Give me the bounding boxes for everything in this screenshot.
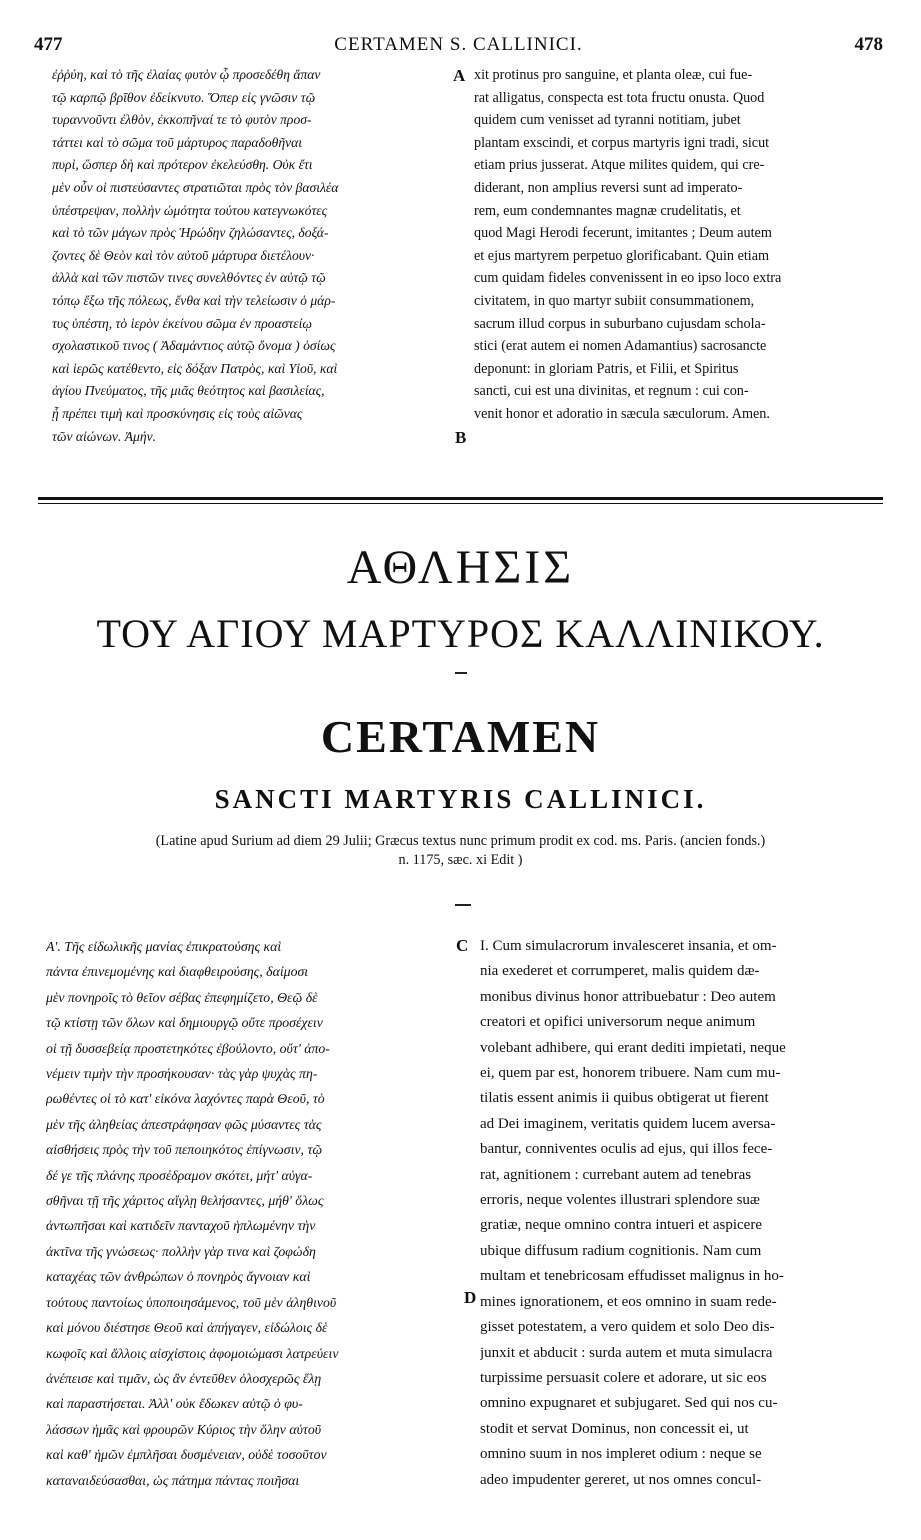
greek-text-line: σχολαστικοῦ τινος ( Ἀδαμάντιος αὐτῷ ὄνομα ) ὁσίως — [52, 338, 336, 354]
greek-text-line: τούτους παντοίως ὑποποιησάμενος, τοῦ μὲν ἀληθινοῦ — [46, 1294, 337, 1310]
running-title: CERTAMEN S. CALLINICI. — [334, 34, 583, 55]
source-note-line-2: n. 1175, sæc. xi Edit ) — [398, 852, 523, 868]
latin-text-line: rat, agnitionem : currebant autem ad tenebras — [480, 1166, 752, 1183]
latin-text-line: junxit et abducit : surda autem et muta simulacra — [480, 1344, 773, 1361]
latin-text-line: turpissime persuasit colere et adorare, ut sic eos — [480, 1369, 767, 1386]
latin-text-line: ei, quem par est, honorem tribuere. Nam cum mu- — [480, 1065, 781, 1082]
greek-text-line: κωφοῖς καὶ ἄλλοις αἰσχίστοις ἀφομοιώμασι λατρεύειν — [46, 1345, 339, 1361]
latin-text-line: I. Cum simulacrorum invalesceret insania, et om- — [480, 938, 777, 954]
greek-subtitle: ΤΟΥ ΑΓΙΟΥ ΜΑΡΤΥΡΟΣ ΚΑΛΛΙΝΙΚΟΥ. — [96, 611, 825, 656]
greek-text-line: καὶ παραστήσεται. Ἀλλ' οὐκ ἔδωκεν αὐτῷ ὁ φυ- — [46, 1396, 303, 1412]
latin-text-line: cum quidam fideles convenissent in eo ipso loco extra — [474, 270, 782, 287]
latin-text-line: stodit et servat Dominus, non concessit ei, ut — [480, 1420, 749, 1437]
top-latin-column — [474, 64, 886, 426]
page-header — [34, 34, 883, 60]
latin-title: CERTAMEN — [320, 711, 601, 762]
latin-text-line: omnino expugnaret et subjugaret. Sed qui nos cu- — [480, 1395, 778, 1412]
latin-text-line: deponunt: in gloriam Patris, et Filii, et Spiritus — [474, 360, 739, 377]
top-greek-column — [52, 64, 450, 448]
greek-text-line: μὲν τῆς ἀληθείας ἀπεστράφησαν φῶς μύσαντες τὰς — [46, 1116, 322, 1132]
section-divider-thin — [38, 503, 883, 504]
greek-text-line: πυρὶ, ὥσπερ δὴ καὶ πρότερον ἐκελεύσθη. Οὐκ ἔτι — [52, 157, 313, 173]
greek-text-line: ἀκτῖνα τῆς γνώσεως· πολλὴν γὰρ τινα καὶ ζοφώδη — [46, 1243, 316, 1259]
greek-text-line: πάντα ἐπινεμομένης καὶ διαφθειρούσης, δαίμοσι — [46, 964, 309, 980]
section-divider — [38, 497, 883, 500]
latin-text-line: rem, eum condemnantes magnæ crudelitatis, et — [474, 202, 741, 219]
greek-text-line: ἀνέπεισε καὶ τιμᾶν, ὡς ἂν ἐντεῦθεν ὁλοσχερῶς ἕλῃ — [46, 1370, 322, 1386]
greek-text-line: τυραννοῦντι ἐλθὸν, ἐκκοπῆναί τε τὸ φυτὸν προσ- — [52, 112, 312, 128]
latin-text-line: ubique diffusum radium cognitionis. Nam cum — [480, 1242, 762, 1259]
latin-text-line: quod Magi Herodi fecerunt, imitantes ; Deum autem — [474, 225, 772, 242]
latin-text-line: monibus divinus honor attribuebatur : Deo autem — [480, 988, 776, 1005]
latin-text-line: venit honor et adoratio in sæcula sæculorum. Amen. — [474, 405, 770, 422]
greek-title: ΑΘΛΗΣΙΣ — [346, 541, 575, 594]
greek-text-line: τῶν αἰώνων. Ἀμήν. — [52, 428, 157, 444]
greek-text-line: τῷ κτίστῃ τῶν ὅλων καὶ δημιουργῷ οὔτε προσέχειν — [46, 1015, 323, 1031]
greek-text-line: καταναιδεύσασθαι, ὡς πάτημα πάντας ποιῆσαι — [46, 1472, 300, 1488]
latin-text-line: diderant, non amplius reversi sunt ad imperato- — [474, 179, 743, 196]
source-note — [40, 832, 881, 870]
greek-text-line: μὲν πονηροῖς τὸ θεῖον σέβας ἐπεφημίζετο, Θεῷ δὲ — [46, 989, 318, 1005]
greek-text-line: τόπῳ ἔξω τῆς πόλεως, ἔνθα καὶ τὴν τελείωσιν ὁ μάρ- — [52, 292, 336, 308]
greek-text-line: τῷ καρπῷ βρῖθον ἐδείκνυτο. Ὅπερ εἰς γνῶσιν τῷ — [52, 89, 316, 105]
note-separator — [455, 904, 471, 906]
latin-text-line: sancti, cui est una divinitas, et regnum : cui con- — [474, 383, 749, 400]
latin-text-line: nia exederet et corrumperet, malis quidem dæ- — [480, 963, 760, 980]
latin-text-line: mines ignorationem, et eos omnino in suam rede- — [480, 1293, 777, 1310]
latin-text-line: civitatem, in quo martyr subiit consummationem, — [474, 292, 755, 309]
source-note-line-1: (Latine apud Surium ad diem 29 Julii; Græcus textus nunc primum prodit ex cod. ms. Paris. (ancien fonds.) — [155, 833, 766, 849]
greek-text-line: Α'. Τῆς εἰδωλικῆς μανίας ἐπικρατούσης καὶ — [46, 939, 282, 954]
greek-text-line: καὶ μόνου διέστησε Θεοῦ καὶ ἀπήγαγεν, εἰδώλοις δὲ — [46, 1320, 328, 1336]
margin-marker-c: C — [456, 936, 469, 955]
margin-marker-d: D — [464, 1288, 477, 1307]
latin-text-line: plantam exscindi, et corpus martyris igni tradi, sicut — [474, 134, 770, 151]
latin-text-line: tilatis essent animis ii quibus obtigerat ut fierent — [480, 1090, 769, 1107]
latin-text-line: rat alligatus, conspecta est tota fructu onusta. Quod — [474, 89, 765, 106]
latin-text-line: gratiæ, neque omnino contra intueri et aspicere — [480, 1217, 762, 1234]
greek-text-line: ἁγίου Πνεύματος, τῆς μιᾶς θεότητος καὶ βασιλείας, — [52, 383, 325, 399]
greek-text-line: σθῆναι τῇ τῆς χάριτος αἴγλῃ θελήσαντες, μήθ' ὅλως — [46, 1193, 324, 1209]
greek-text-line: ἀλλὰ καὶ τῶν πιστῶν τινες συνελθόντες ἐν αὐτῷ τῷ — [52, 270, 326, 286]
latin-text-line: et ejus martyrem perpetuo glorificabant. Quin etiam — [474, 247, 770, 264]
greek-text-line: ζοντες δὲ Θεὸν καὶ τὸν αὐτοῦ μάρτυρα διετέλουν· — [52, 247, 315, 263]
latin-text-line: multam et tenebricosam effudisset malignus in ho- — [480, 1268, 784, 1285]
page-number-left: 477 — [34, 34, 63, 55]
bottom-greek-column — [46, 934, 450, 1493]
latin-text-line: bantur, conniventes oculis ad ejus, qui illos fece- — [480, 1141, 773, 1158]
greek-text-line: δέ γε τῆς πλάνης προσέδραμον σκότει, μήτ' αὐγα- — [46, 1167, 313, 1183]
latin-text-line: stici (erat autem ei nomen Adamantius) sacrosancte — [474, 338, 767, 355]
greek-text-line: ἐῤῥύη, καὶ τὸ τῆς ἐλαίας φυτὸν ᾧ προσεδέθη ἅπαν — [52, 67, 321, 82]
margin-marker-b: B — [455, 428, 467, 447]
latin-text-line: quidem cum venisset ad tyranni notitiam, jubet — [474, 112, 741, 129]
greek-text-line: οἱ τῇ δυσσεβείᾳ προστετηκότες ἐβούλοντο, οὔτ' ἀπο- — [46, 1040, 330, 1056]
bottom-latin-column — [480, 934, 890, 1493]
latin-text-line: gisset potestatem, a vero quidem et solo Deo dis- — [480, 1319, 775, 1336]
latin-text-line: adeo impudenter gereret, ut nos omnes concul- — [480, 1471, 762, 1488]
greek-text-line: ὑπέστρεψαν, πολλὴν ὠμότητα τούτου κατεγνωκότες — [52, 202, 328, 218]
greek-text-line: καταχέας τῶν ἀνθρώπων ὁ πονηρὸς ἄγνοιαν καὶ — [46, 1269, 311, 1285]
latin-subtitle: SANCTI MARTYRIS CALLINICI. — [214, 784, 707, 814]
greek-text-line: ᾗ πρέπει τιμὴ καὶ προσκύνησις εἰς τοὺς αἰῶνας — [52, 405, 303, 421]
greek-text-line: τυς ὑπέστη, τὸ ἱερὸν ἐκείνου σῶμα ἐν προαστείῳ — [52, 315, 312, 331]
latin-text-line: omnino suum in nos impleret odium : neque se — [480, 1446, 762, 1463]
latin-text-line: xit protinus pro sanguine, et planta oleæ, cui fue- — [474, 67, 753, 83]
greek-text-line: μὲν οὖν οἱ πιστεύσαντες στρατιῶται πρὸς τὸν βασιλέα — [52, 179, 339, 195]
latin-text-line: sacrum illud corpus in suburbano cujusdam schola- — [474, 315, 766, 332]
title-separator — [455, 672, 467, 674]
latin-text-line: ad Dei imaginem, veritatis quidem lucem aversa- — [480, 1115, 776, 1132]
latin-text-line: etiam prius jusserat. Atque milites quidem, qui cre- — [474, 157, 765, 174]
margin-marker-a: A — [453, 66, 466, 85]
latin-text-line: creatori et opifici universorum neque animum — [480, 1014, 756, 1031]
greek-text-line: καὶ καθ' ἡμῶν ἐμπλῆσαι δυσμένειαν, οὐδὲ τοσοῦτον — [46, 1447, 327, 1463]
greek-text-line: καὶ ἱερῶς κατέθεντο, εἰς δόξαν Πατρὸς, καὶ Υἱοῦ, καὶ — [52, 360, 338, 376]
greek-text-line: καὶ τὸ τῶν μάγων πρὸς Ἡρώδην ζηλώσαντες, δοξά- — [52, 225, 329, 241]
page-number-right: 478 — [854, 34, 883, 55]
greek-text-line: νέμειν τιμὴν τὴν προσήκουσαν· τὰς γὰρ ψυχὰς πη- — [46, 1066, 318, 1082]
greek-text-line: τάττει καὶ τὸ σῶμα τοῦ μάρτυρος παραδοθῆναι — [52, 134, 303, 150]
greek-text-line: λάσσων ἡμᾶς καὶ φρουρῶν Κύριος τὴν ὅλην αὐτοῦ — [46, 1421, 322, 1437]
greek-text-line: ρωθέντες οἱ τὸ κατ' εἰκόνα λαχόντες παρὰ Θεοῦ, τὸ — [46, 1091, 325, 1107]
greek-text-line: αἰσθήσεις πρὸς τὴν τοῦ πεποιηκότος ἐπίγνωσιν, τῷ — [46, 1142, 323, 1158]
greek-text-line: ἀντωπῆσαι καὶ κατιδεῖν πανταχοῦ ἡπλωμένην τὴν — [46, 1218, 316, 1234]
latin-text-line: erroris, neque volentes illustrari splendore suæ — [480, 1192, 760, 1209]
latin-text-line: volebant adhibere, qui erant dediti impietati, neque — [480, 1039, 786, 1056]
